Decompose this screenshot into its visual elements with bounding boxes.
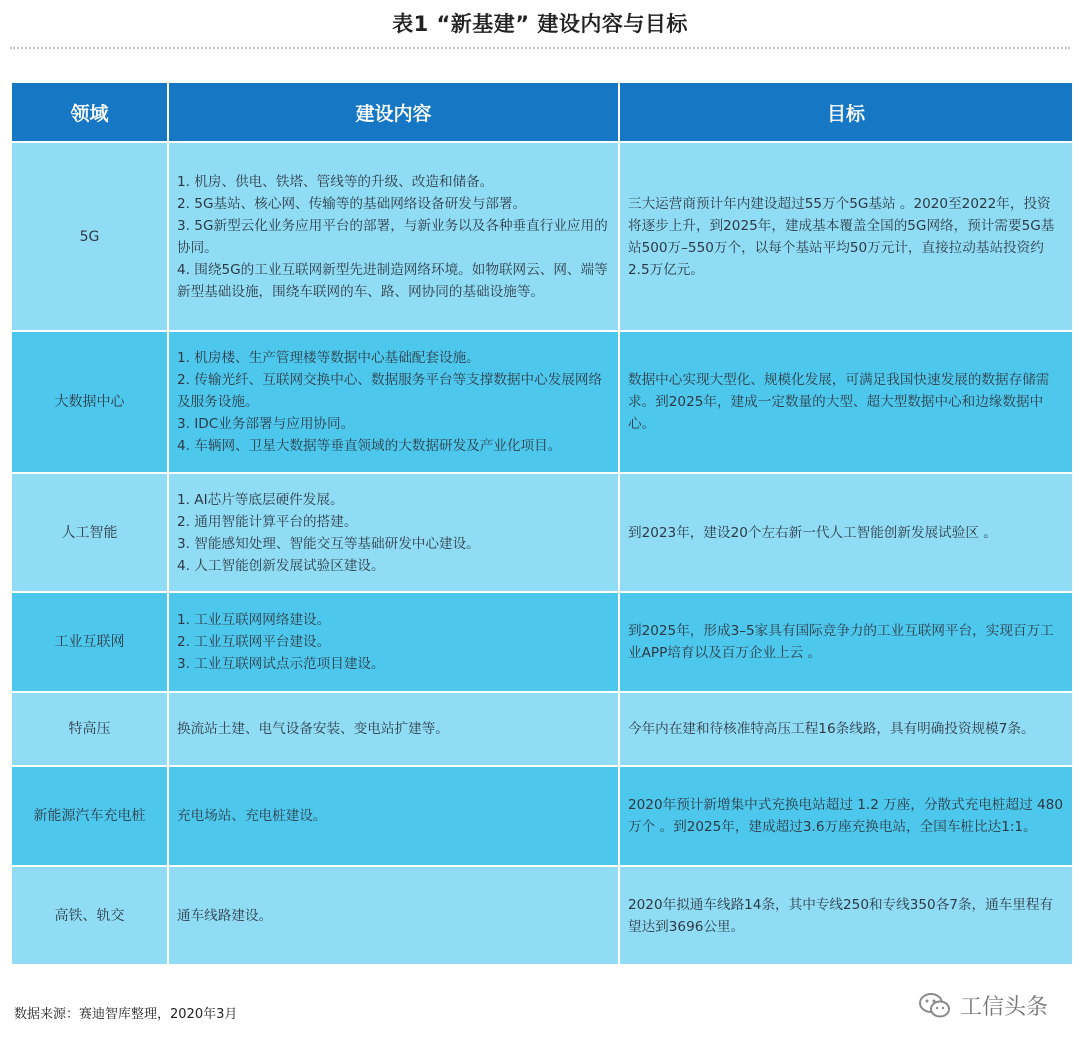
row-content <box>169 867 618 964</box>
table-title: 表1 “新基建” 建设内容与目标 <box>392 12 688 36</box>
row-content <box>169 332 618 472</box>
row-domain: 5G <box>12 143 167 330</box>
row-domain: 人工智能 <box>12 474 167 591</box>
header-domain: 领域 <box>12 83 167 141</box>
content-item: 4. 围绕5G的工业互联网新型先进制造网络环境。如物联网云、网、端等新型基础设施，围绕车联网的车、路、网协同的基础设施等。 <box>177 261 608 300</box>
table-header-row <box>12 83 1072 141</box>
table-row <box>12 693 1072 765</box>
content-item: 充电场站、充电桩建设。 <box>177 808 327 824</box>
content-item: 3. 5G新型云化业务应用平台的部署，与新业务以及各种垂直行业应用的协同。 <box>177 217 608 256</box>
row-domain: 工业互联网 <box>12 593 167 691</box>
row-content <box>169 767 618 865</box>
row-goal: 数据中心实现大型化、规模化发展，可满足我国快速发展的数据存储需求。到2025年，建成一定数量的大型、超大型数据中心和边缘数据中心。 <box>620 332 1072 472</box>
content-item: 2. 传输光纤、互联网交换中心、数据服务平台等支撑数据中心发展网络及服务设施。 <box>177 372 603 410</box>
table-row <box>12 767 1072 865</box>
content-item: 2. 工业互联网平台建设。 <box>177 634 331 650</box>
row-domain: 特高压 <box>12 693 167 765</box>
content-item: 换流站土建、电气设备安装、变电站扩建等。 <box>177 721 449 737</box>
header-content: 建设内容 <box>169 83 618 141</box>
row-content <box>169 693 618 765</box>
new-infrastructure-table <box>10 81 1074 966</box>
row-content <box>169 474 618 591</box>
content-item: 2. 通用智能计算平台的搭建。 <box>177 513 358 530</box>
wechat-icon <box>918 992 952 1020</box>
row-content <box>169 143 618 330</box>
content-item: 1. 机房、供电、铁塔、管线等的升级、改造和储备。 <box>177 173 494 190</box>
content-item: 4. 人工智能创新发展试验区建设。 <box>177 557 385 574</box>
row-goal: 今年内在建和待核准特高压工程16条线路，具有明确投资规模7条。 <box>620 693 1072 765</box>
watermark <box>918 990 1048 1021</box>
content-item: 2. 5G基站、核心网、传输等的基础网络设备研发与部署。 <box>177 195 527 212</box>
table-row <box>12 332 1072 472</box>
row-domain: 大数据中心 <box>12 332 167 472</box>
row-goal: 三大运营商预计年内建设超过55万个5G基站 。2020至2022年，投资将逐步上升，到2025年，建成基本覆盖全国的5G网络，预计需要5G基站500万–550万个，以每个基站平均50万元计，直接拉动基站投资约2.5万亿元。 <box>620 143 1072 330</box>
title-divider <box>10 47 1070 49</box>
content-item: 4. 车辆网、卫星大数据等垂直领域的大数据研发及产业化项目。 <box>177 438 562 454</box>
row-goal: 到2025年，形成3–5家具有国际竞争力的工业互联网平台，实现百万工业APP培育以及百万企业上云 。 <box>620 593 1072 691</box>
data-source-note: 数据来源：赛迪智库整理，2020年3月 <box>14 1007 238 1022</box>
row-domain: 高铁、轨交 <box>12 867 167 964</box>
row-domain: 新能源汽车充电桩 <box>12 767 167 865</box>
row-goal: 到2023年，建设20个左右新一代人工智能创新发展试验区 。 <box>620 474 1072 591</box>
content-item: 3. IDC业务部署与应用协同。 <box>177 416 355 432</box>
table-row <box>12 143 1072 330</box>
row-goal: 2020年预计新增集中式充换电站超过 1.2 万座，分散式充电桩超过 480 万个 。到2025年，建成超过3.6万座充换电站，全国车桩比达1:1。 <box>620 767 1072 865</box>
content-item: 3. 工业互联网试点示范项目建设。 <box>177 656 385 672</box>
row-content <box>169 593 618 691</box>
row-goal: 2020年拟通车线路14条，其中专线250和专线350各7条，通车里程有望达到3696公里。 <box>620 867 1072 964</box>
content-item: 3. 智能感知处理、智能交互等基础研发中心建设。 <box>177 535 480 552</box>
header-goal: 目标 <box>620 83 1072 141</box>
table-row <box>12 474 1072 591</box>
content-item: 1. 工业互联网网络建设。 <box>177 612 331 628</box>
table-row <box>12 593 1072 691</box>
table-row <box>12 867 1072 964</box>
content-item: 1. 机房楼、生产管理楼等数据中心基础配套设施。 <box>177 350 480 366</box>
content-item: 1. AI芯片等底层硬件发展。 <box>177 491 344 508</box>
watermark-text: 工信头条 <box>959 995 1048 1020</box>
content-item: 通车线路建设。 <box>177 907 273 924</box>
